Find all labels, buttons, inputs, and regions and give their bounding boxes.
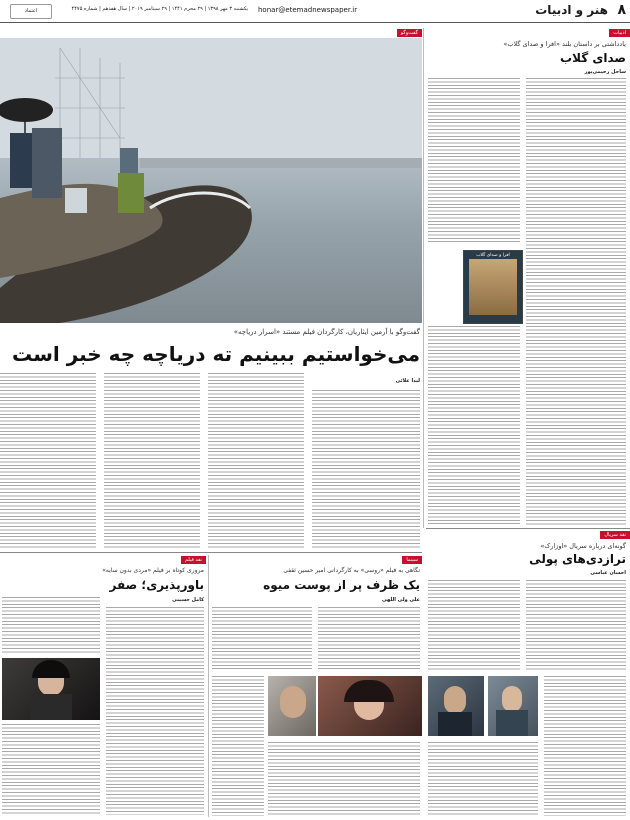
review-kicker: مروری کوتاه بر فیلم «مردی بدون سایه» [102, 567, 204, 574]
right-body-col-2b [428, 326, 520, 526]
lake-scene-image [0, 38, 422, 323]
film-body-col-1a [526, 580, 626, 672]
ozark-still-1-image [428, 676, 484, 736]
main-body-col-4 [0, 373, 96, 548]
ozark-still-2-image [488, 676, 538, 736]
lower-section-rule [0, 552, 422, 553]
cinema-section-bar [212, 555, 422, 564]
review-section-bar [0, 555, 206, 564]
right-body-col-1 [526, 78, 626, 526]
actress-photo-image [318, 676, 422, 736]
review-body-col-2a [2, 597, 100, 653]
film-body-col-2a [428, 580, 520, 672]
film-top-rule [426, 528, 630, 529]
right-section-bar [426, 28, 630, 37]
page-number: ۸ [617, 2, 626, 18]
cinema-section-tag: سینما [402, 556, 422, 564]
book-title: افرا و صدای گلاب [476, 253, 510, 258]
cinema-body-col-1a [318, 607, 420, 671]
website-address[interactable]: honar@etemadnewspaper.ir [258, 6, 358, 14]
film-body-col-2b [428, 742, 538, 816]
film-section-tag: نقد سریال [600, 531, 630, 539]
film-section-bar [426, 530, 630, 539]
film-kicker: گونه‌ای درباره سریال «اوزارک» [540, 542, 626, 550]
main-section-bar [0, 28, 422, 37]
page-header [0, 0, 630, 23]
main-kicker: گفت‌وگو با آرمین ایثاریان، کارگردان فیلم مستند «اسرار دریاچه» [233, 328, 420, 336]
main-photo [0, 38, 422, 323]
film-byline: احسان عباسی [590, 570, 626, 576]
section-title: هنر و ادبیات [535, 3, 608, 17]
cinema-byline: علی ولی اللهی [381, 597, 420, 603]
main-headline: می‌خواستیم ببینیم ته دریاچه چه خبر است [12, 342, 420, 366]
review-section-tag: نقد فیلم [181, 556, 206, 564]
review-body-col-1 [106, 607, 204, 815]
right-kicker: یادداشتی بر داستان بلند «افرا و صدای گلاب» [503, 40, 626, 48]
column-divider [423, 28, 424, 528]
cinema-headline: یک ظرف پر از پوست میوه [263, 578, 420, 592]
director-photo-image [268, 676, 316, 736]
film-headline: ترازدی‌های پولی [529, 552, 626, 566]
cinema-body-col-2a [212, 607, 312, 671]
cinema-kicker: نگاهی به فیلم «روسی» به کارگردانی امیر حسین ثقفی [283, 567, 420, 574]
review-byline: کامل حسینی [172, 597, 204, 603]
right-body-col-2a [428, 78, 520, 244]
film-body-col-1b [544, 676, 626, 816]
lower-column-divider [208, 555, 209, 817]
main-byline: لیدا علائی [395, 378, 420, 384]
book-cover-image [463, 250, 523, 324]
main-body-col-3 [104, 373, 200, 548]
review-body-col-2b [2, 724, 100, 816]
main-body-col-2 [208, 373, 304, 548]
cinema-body-col-1b [268, 742, 420, 816]
main-body-col-1 [312, 390, 420, 548]
right-byline: ساحل رحیمی‌پور [584, 69, 626, 75]
film-poster-image [2, 658, 100, 720]
main-section-tag: گفت‌وگو [397, 29, 422, 37]
date-line: یکشنبه ۳ مهر ۱۳۹۸ | ۲۹ محرم ۱۴۴۱ | ۲۹ سپتامبر ۲۰۱۹ | سال هفدهم | شماره ۴۴۷۵ [71, 6, 248, 12]
right-section-tag: ادبیات [609, 29, 630, 37]
right-headline: صدای گلاب [560, 51, 626, 65]
newspaper-logo: اعتماد [10, 4, 52, 19]
cinema-body-col-3 [212, 676, 264, 816]
review-headline: باورپذیری؛ صفر [109, 578, 204, 592]
